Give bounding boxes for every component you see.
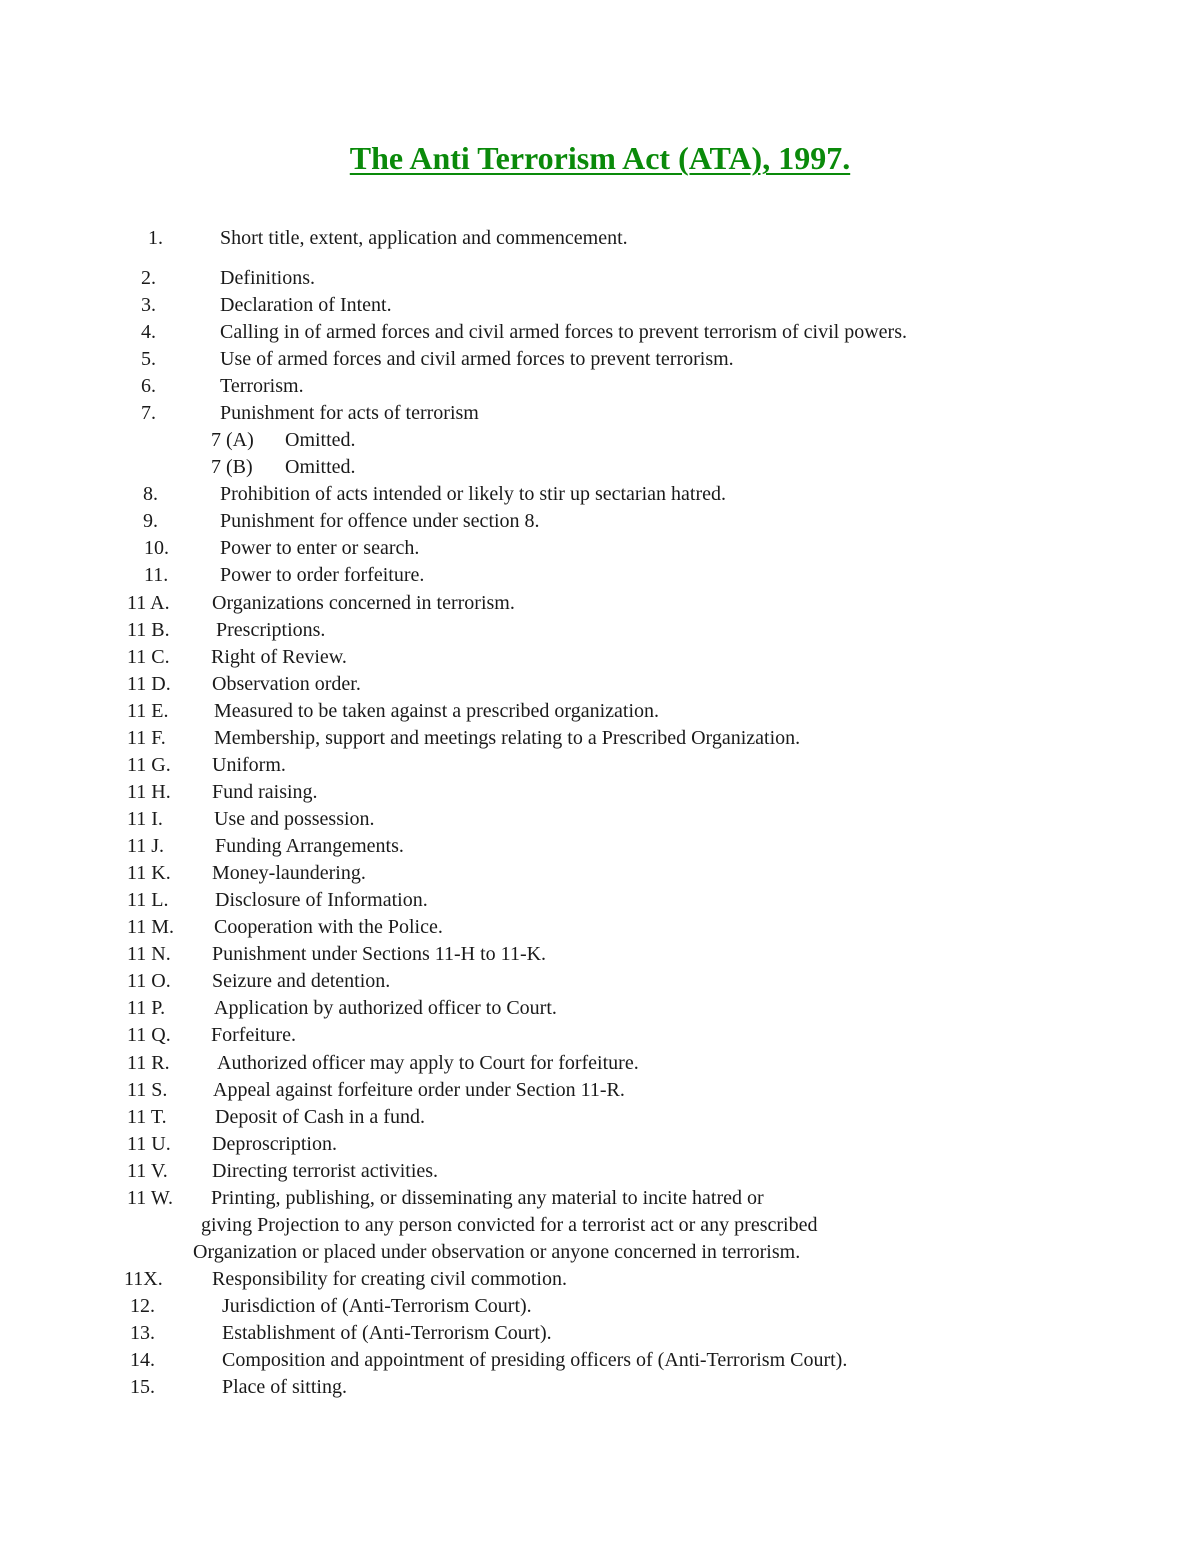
section-number: 11 T. [127, 1106, 167, 1128]
section-number: 11 H. [127, 781, 171, 803]
section-title: Appeal against forfeiture order under Section 11-R. [213, 1079, 625, 1101]
section-title: Directing terrorist activities. [212, 1160, 439, 1182]
section-title: Punishment for offence under section 8. [220, 510, 540, 532]
section-number: 11 W. [127, 1187, 173, 1209]
section-number: 11 R. [127, 1052, 170, 1074]
section-number: 11 G. [127, 754, 171, 776]
section-title: Deposit of Cash in a fund. [215, 1106, 425, 1128]
section-title: Punishment for acts of terrorism [220, 402, 479, 424]
section-number: 7 (B) [211, 456, 253, 478]
section-number: 11 E. [127, 700, 169, 722]
section-title: Omitted. [285, 456, 356, 478]
section-number: 11 P. [127, 997, 166, 1019]
section-number: 2. [141, 267, 156, 289]
section-title: Disclosure of Information. [215, 889, 428, 911]
section-title: Power to order forfeiture. [220, 564, 425, 586]
section-number: 11 K. [127, 862, 171, 884]
section-title: Organizations concerned in terrorism. [212, 592, 515, 614]
section-number: 11 N. [127, 943, 171, 965]
section-title: Establishment of (Anti-Terrorism Court). [222, 1322, 552, 1344]
section-number: 11 S. [127, 1079, 168, 1101]
section-title: Prohibition of acts intended or likely to stir up sectarian hatred. [220, 483, 726, 505]
section-title: Use and possession. [214, 808, 375, 830]
section-number: 11 J. [127, 835, 165, 857]
section-number: 11 B. [127, 619, 170, 641]
section-title: Responsibility for creating civil commotion. [212, 1268, 567, 1290]
section-title: Place of sitting. [222, 1376, 347, 1398]
section-title: Prescriptions. [216, 619, 326, 641]
section-number: 11 F. [127, 727, 166, 749]
section-number: 7 (A) [211, 429, 254, 451]
section-number: 10. [144, 537, 169, 559]
section-number: 15. [130, 1376, 155, 1398]
section-title: Application by authorized officer to Court. [214, 997, 557, 1019]
section-title: Use of armed forces and civil armed forces to prevent terrorism. [220, 348, 734, 370]
page-title: The Anti Terrorism Act (ATA), 1997. [349, 140, 851, 176]
section-number: 1. [148, 227, 163, 249]
section-number: 11. [144, 564, 169, 586]
section-title: Short title, extent, application and commencement. [220, 227, 628, 249]
section-number: 11X. [124, 1268, 163, 1290]
section-number: 11 I. [127, 808, 163, 830]
section-number: 5. [141, 348, 156, 370]
section-title: Membership, support and meetings relating to a Prescribed Organization. [214, 727, 801, 749]
section-number: 11 M. [127, 916, 175, 938]
section-title: Power to enter or search. [220, 537, 420, 559]
section-number: 7. [141, 402, 156, 424]
section-title: Deproscription. [212, 1133, 337, 1155]
section-title: Composition and appointment of presiding officers of (Anti-Terrorism Court). [222, 1349, 848, 1371]
section-title: Uniform. [212, 754, 286, 776]
section-number: 12. [130, 1295, 155, 1317]
section-number: 8. [143, 483, 158, 505]
section-number: 11 D. [127, 673, 171, 695]
section-title: Omitted. [285, 429, 356, 451]
section-number: 11 U. [127, 1133, 171, 1155]
section-title: Authorized officer may apply to Court for forfeiture. [217, 1052, 639, 1074]
section-title: Terrorism. [220, 375, 304, 397]
section-number: 4. [141, 321, 156, 343]
section-number: 14. [130, 1349, 155, 1371]
section-title: Measured to be taken against a prescribed organization. [214, 700, 660, 722]
section-number: 11 L. [127, 889, 169, 911]
section-title: Calling in of armed forces and civil armed forces to prevent terrorism of civil powers. [220, 321, 907, 343]
section-title: Printing, publishing, or disseminating any material to incite hatred or [211, 1187, 764, 1209]
section-number: 11 V. [127, 1160, 168, 1182]
section-number: 9. [143, 510, 158, 532]
section-title: Jurisdiction of (Anti-Terrorism Court). [222, 1295, 532, 1317]
section-title: Forfeiture. [211, 1024, 296, 1046]
section-number: 11 A. [127, 592, 170, 614]
section-number: 11 Q. [127, 1024, 171, 1046]
section-title: Funding Arrangements. [215, 835, 404, 857]
section-number: 11 O. [127, 970, 171, 992]
section-title: Definitions. [220, 267, 315, 289]
section-number: 11 C. [127, 646, 170, 668]
section-title: Fund raising. [212, 781, 318, 803]
section-title: Cooperation with the Police. [214, 916, 443, 938]
section-title: Seizure and detention. [212, 970, 391, 992]
section-title: Declaration of Intent. [220, 294, 392, 316]
section-number: 13. [130, 1322, 155, 1344]
section-title: Organization or placed under observation or anyone concerned in terrorism. [193, 1241, 801, 1263]
section-title: Right of Review. [211, 646, 347, 668]
section-title: Money-laundering. [212, 862, 366, 884]
section-number: 6. [141, 375, 156, 397]
section-title: Observation order. [212, 673, 361, 695]
section-title: giving Projection to any person convicted for a terrorist act or any prescribed [201, 1214, 818, 1236]
section-title: Punishment under Sections 11-H to 11-K. [212, 943, 547, 965]
section-number: 3. [141, 294, 156, 316]
